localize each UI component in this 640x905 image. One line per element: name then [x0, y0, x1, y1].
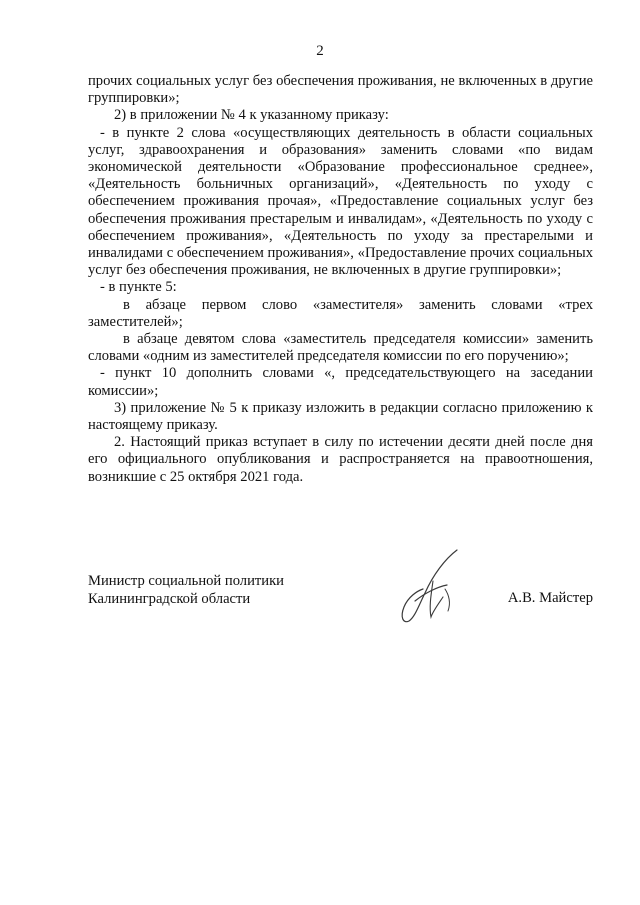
paragraph: - в пункте 5: — [100, 279, 177, 296]
page-number: 2 — [316, 43, 324, 59]
paragraph: 3) приложение № 5 к приказу изложить в редакции согласно приложению к настоящему приказу. — [88, 399, 593, 434]
signatory-title: Министр социальной политики Калининградской области — [88, 573, 284, 607]
paragraph: 2) в приложении № 4 к указанному приказу: — [114, 107, 389, 124]
document-body — [88, 73, 593, 486]
paragraph: - в пункте 2 слова «осуществляющих деятельность в области социальных услуг, здравоохранения и образования» заменить словами «по видам экономической деятельности «Образование профессиональное среднее», «Деятельность больничных организаций», «Деятельность по уходу с обеспечением проживания прочая», «Предоставление социальных услуг без обеспечения проживания престарелым и инвалидам», «Деятельность по уходу с обеспечением проживания», «Деятельность по уходу за престарелыми и инвалидами с обеспечением проживания», «Предоставление прочих социальных услуг без обеспечения проживания, не включенных в другие группировки»; — [88, 124, 593, 279]
paragraph: в абзаце девятом слова «заместитель председателя комиссии» заменить словами «одним из заместителей председателя комиссии по его поручению»; — [88, 331, 593, 365]
signature-block — [88, 573, 593, 633]
paragraph: в абзаце первом слово «заместителя» заменить словами «трех заместителей»; — [88, 296, 593, 330]
paragraph: прочих социальных услуг без обеспечения проживания, не включенных в другие группировки»; — [88, 73, 593, 107]
paragraph: 2. Настоящий приказ вступает в силу по истечении десяти дней после дня его официального опубликования и распространяется на правоотношения, возникшие с 25 октября 2021 года. — [88, 434, 593, 485]
handwritten-signature — [395, 545, 470, 625]
paragraph: - пункт 10 дополнить словами «, председательствующего на заседании комиссии»; — [88, 365, 593, 399]
signatory-name: А.В. Майстер — [507, 590, 593, 606]
